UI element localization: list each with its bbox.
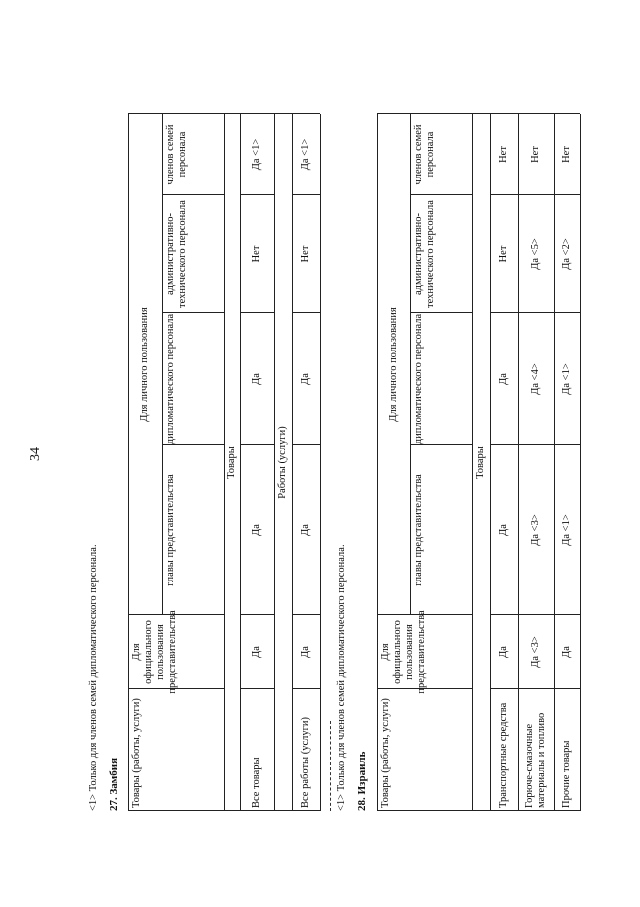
column-header-personal: Для личного пользования (139, 307, 150, 422)
row-name: Все работы (услуги) (300, 716, 311, 808)
cell-admin: Нет (300, 245, 311, 263)
cell-head: Да (300, 524, 311, 536)
cell-family: Нет (530, 146, 541, 163)
cell-diplomatic: Да <1> (561, 363, 572, 395)
cell-head: Да <1> (561, 514, 572, 546)
group-title: Товары (226, 446, 237, 479)
cell-admin: Да <2> (561, 238, 572, 270)
column-header-official: Для официального пользования представительства (131, 610, 178, 694)
column-header-family: членов семей персонала (165, 124, 188, 185)
footnote-divider (330, 721, 331, 811)
cell-official: Да <3> (530, 636, 541, 668)
cell-official: Да (251, 646, 262, 658)
cell-official: Да (498, 646, 509, 658)
cell-admin: Да <5> (530, 238, 541, 270)
column-header-head: главы представительства (165, 474, 176, 586)
cell-diplomatic: Да <4> (530, 363, 541, 395)
cell-official: Да (300, 646, 311, 658)
column-header-family: членов семей персонала (413, 124, 436, 185)
column-header-diplomatic: дипломатического персонала (413, 313, 424, 445)
column-header-official: Для официального пользования представительства (380, 610, 427, 694)
cell-family: Да <1> (300, 138, 311, 171)
cell-official: Да (561, 646, 572, 658)
cell-admin: Нет (251, 245, 262, 263)
section-heading-israel: 28. Израиль (356, 751, 368, 811)
top-footnote: <1> Только для членов семей дипломатического персонала. (88, 544, 99, 811)
column-header-goods: Товары (работы, услуги) (380, 698, 391, 808)
cell-admin: Нет (498, 245, 509, 263)
column-header-admin: административно-технического персонала (165, 200, 188, 308)
cell-diplomatic: Да (300, 373, 311, 385)
section-footnote: <1> Только для членов семей дипломатического персонала. (336, 544, 347, 811)
column-header-personal: Для личного пользования (387, 307, 399, 422)
row-name: Прочие товары (561, 740, 572, 808)
cell-head: Да (251, 524, 262, 536)
column-header-admin: административно-технического персонала (413, 200, 436, 308)
cell-diplomatic: Да (251, 373, 262, 385)
cell-family: Нет (561, 146, 572, 163)
cell-family: Да <1> (251, 138, 262, 171)
column-header-diplomatic: дипломатического персонала (165, 313, 176, 445)
cell-head: Да (498, 524, 509, 536)
page-number: 34 (28, 447, 43, 461)
cell-head: Да <3> (530, 514, 541, 546)
group-title: Товары (475, 446, 486, 479)
row-name: Горюче-смазочные материалы и топливо (524, 712, 547, 808)
row-name: Транспортные средства (498, 702, 509, 808)
column-header-goods: Товары (работы, услуги) (131, 698, 142, 808)
section-heading-zambia: 27. Замбия (108, 757, 120, 811)
cell-diplomatic: Да (498, 373, 509, 385)
cell-family: Нет (498, 146, 509, 163)
column-header-head: главы представительства (413, 474, 424, 586)
row-name: Все товары (251, 757, 262, 808)
group-title: Работы (услуги) (277, 426, 288, 499)
